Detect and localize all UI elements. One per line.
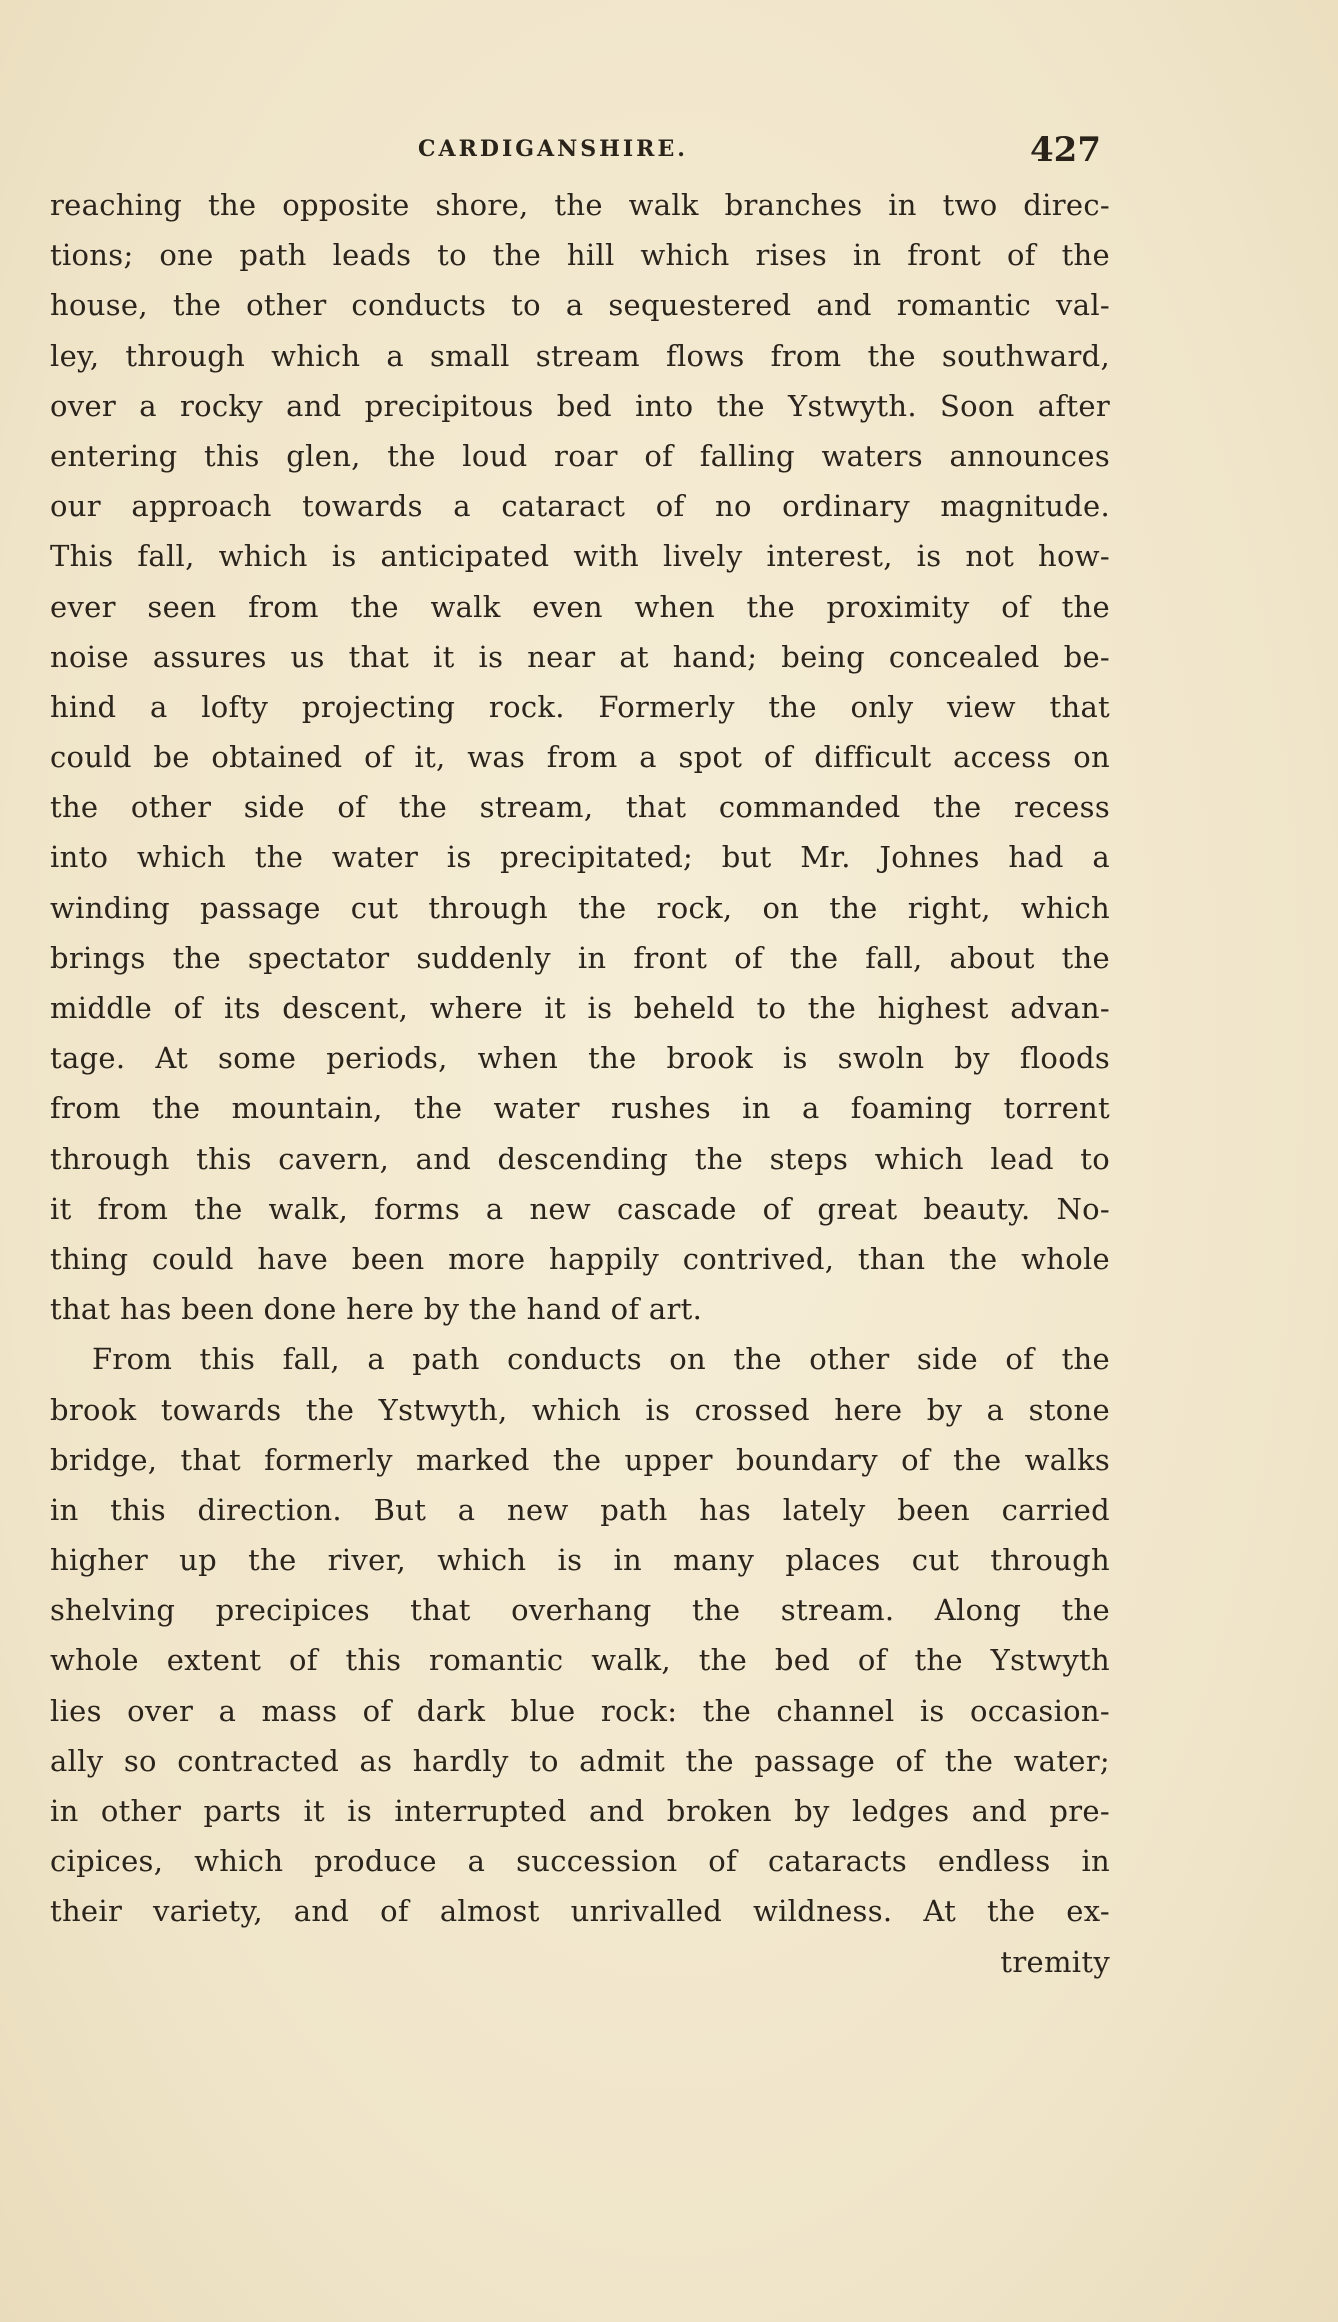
text-line: the other side of the stream, that commanded the recess bbox=[50, 790, 1110, 825]
text-line: could be obtained of it, was from a spot of difficult access on bbox=[50, 740, 1110, 775]
text-line: our approach towards a cataract of no ordinary magnitude. bbox=[50, 489, 1110, 524]
text-line: in other parts it is interrupted and broken by ledges and pre- bbox=[50, 1794, 1110, 1828]
text-line: higher up the river, which is in many places cut through bbox=[50, 1543, 1110, 1578]
text-line: whole extent of this romantic walk, the bed of the Ystwyth bbox=[50, 1643, 1110, 1678]
text-line: lies over a mass of dark blue rock: the channel is occasion- bbox=[50, 1693, 1110, 1728]
text-line: shelving precipices that overhang the stream. Along the bbox=[50, 1593, 1110, 1628]
text-line: This fall, which is anticipated with lively interest, is not how- bbox=[50, 539, 1110, 574]
text-line: bridge, that formerly marked the upper boundary of the walks bbox=[50, 1442, 1110, 1477]
text-line: through this cavern, and descending the steps which lead to bbox=[50, 1141, 1110, 1176]
text-line: ley, through which a small stream flows from the southward, bbox=[50, 338, 1110, 373]
text-line: brook towards the Ystwyth, which is crossed here by a stone bbox=[50, 1392, 1110, 1427]
body-text bbox=[50, 180, 1110, 1987]
text-line: their variety, and of almost unrivalled wildness. At the ex- bbox=[50, 1894, 1110, 1929]
text-line: middle of its descent, where it is beheld to the highest advan- bbox=[50, 991, 1110, 1025]
text-line: brings the spectator suddenly in front of the fall, about the bbox=[50, 940, 1110, 975]
text-line: from the mountain, the water rushes in a foaming torrent bbox=[50, 1091, 1110, 1126]
text-line: house, the other conducts to a sequestered and romantic val- bbox=[50, 288, 1110, 323]
text-line-paragraph-start: From this fall, a path conducts on the other side of the bbox=[92, 1342, 1110, 1377]
text-line: ally so contracted as hardly to admit the passage of the water; bbox=[50, 1743, 1110, 1778]
catchword: tremity bbox=[1000, 1944, 1110, 1979]
text-line: winding passage cut through the rock, on the right, which bbox=[50, 890, 1110, 925]
text-line: thing could have been more happily contrived, than the whole bbox=[50, 1241, 1110, 1276]
text-line: hind a lofty projecting rock. Formerly the only view that bbox=[50, 689, 1110, 724]
text-line-paragraph-end: that has been done here by the hand of art. bbox=[50, 1292, 703, 1327]
text-line: into which the water is precipitated; but Mr. Johnes had a bbox=[50, 840, 1110, 875]
text-line: over a rocky and precipitous bed into the Ystwyth. Soon after bbox=[50, 388, 1110, 423]
text-line: tions; one path leads to the hill which rises in front of the bbox=[50, 238, 1110, 273]
text-line: reaching the opposite shore, the walk branches in two direc- bbox=[50, 188, 1110, 222]
text-line: entering this glen, the loud roar of falling waters announces bbox=[50, 438, 1110, 473]
text-line: tage. At some periods, when the brook is swoln by floods bbox=[50, 1041, 1110, 1076]
page-number: 427 bbox=[1030, 130, 1101, 170]
text-line: cipices, which produce a succession of cataracts endless in bbox=[50, 1844, 1110, 1879]
text-line: noise assures us that it is near at hand; being concealed be- bbox=[50, 639, 1110, 674]
page-header bbox=[0, 130, 1338, 170]
running-head: CARDIGANSHIRE. bbox=[418, 136, 688, 162]
text-line: it from the walk, forms a new cascade of great beauty. No- bbox=[50, 1191, 1110, 1226]
text-line: ever seen from the walk even when the proximity of the bbox=[50, 589, 1110, 624]
text-line: in this direction. But a new path has lately been carried bbox=[50, 1492, 1110, 1527]
